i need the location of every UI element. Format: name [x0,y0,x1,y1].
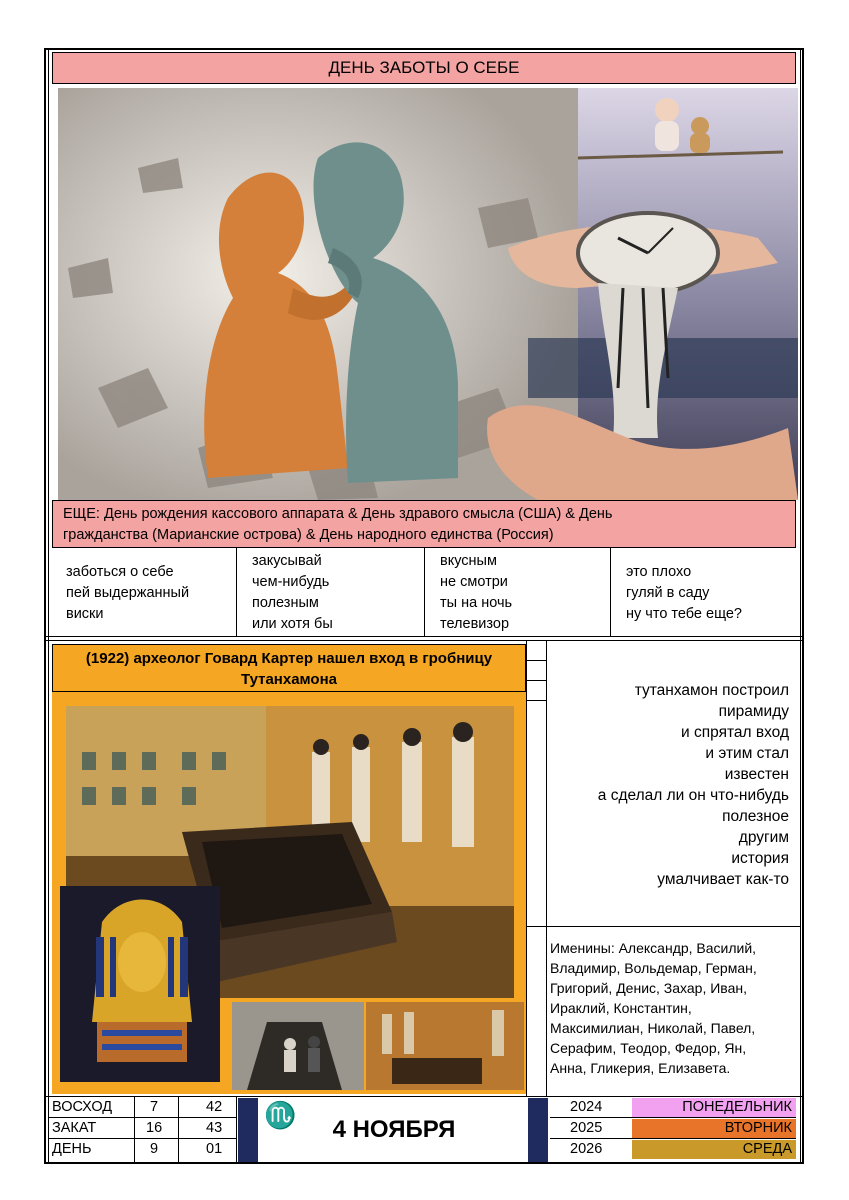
verse-part-3: вкусным не смотри ты на ночь телевизор [440,553,513,632]
daylength-minute: 01 [206,1141,223,1157]
sun-col-3 [236,1096,237,1164]
other-holidays-line-1: ЕЩЕ: День рождения кассового аппарата & День здравого смысла (США) & День [63,506,613,522]
day-title: ДЕНЬ ЗАБОТЫ О СЕБЕ [52,52,796,84]
sunset-hour: 16 [146,1120,163,1136]
year-row-2 [550,1138,796,1139]
year-2026: 2026 [570,1141,603,1157]
event-divider-a [526,640,527,1096]
other-holidays [52,500,796,548]
divider-2 [44,640,804,641]
year-2025: 2025 [570,1120,603,1136]
frame-inner-left [48,48,49,1164]
name-days: Именины: Александр, Василий, Владимир, Вольдемар, Герман, Григорий, Денис, Захар, Иван, Ираклий, Константин, Максимилиан, Николай, Павел, Серафим, Теодор, Федор, Ян, Анна, Гликерия, Елизавета. [550,940,757,1076]
daylength-label: ДЕНЬ [52,1141,92,1157]
sun-row-2 [48,1138,236,1139]
grid-tick-3 [526,700,546,701]
sun-col-2 [178,1096,179,1164]
grid-tick-1 [526,660,546,661]
poem-names-divider [526,926,800,927]
divider-3 [44,1096,804,1097]
other-holidays-line-2: гражданства (Марианские острова) & День народного единства (Россия) [63,527,554,543]
year-2024: 2024 [570,1099,603,1115]
verse-divider-2 [424,548,425,636]
sunset-minute: 43 [206,1120,223,1136]
verse-divider-1 [236,548,237,636]
scorpio-zodiac-icon: ♏ [264,1100,297,1130]
verse-divider-3 [610,548,611,636]
sun-row-1 [48,1117,236,1118]
tomb-photos [52,692,526,1094]
verse-part-1: заботься о себе пей выдержанный виски [66,564,190,622]
calendar-date: 4 НОЯБРЯ [332,1116,456,1143]
event-title: (1922) археолог Говард Картер нашел вход в гробницу Тутанхамона [52,644,526,692]
daylength-hour: 9 [150,1141,159,1157]
tomb-illustration [52,692,526,1094]
sun-col-1 [134,1096,135,1164]
sunset-label: ЗАКАТ [52,1120,97,1136]
weekday-2024: ПОНЕДЕЛЬНИК [632,1098,796,1117]
frame-inner-right [800,48,801,1164]
sunrise-hour: 7 [150,1099,159,1115]
poem: тутанхамон построил пирамиду и спрятал вход и этим стал известен а сделал ли он что-нибудь полезное другим история умалчивает как-то [597,682,789,888]
sunrise-minute: 42 [206,1099,223,1115]
verse-part-4: это плохо гуляй в саду ну что тебе еще? [626,564,742,622]
navy-block-right [528,1098,548,1162]
verse-part-2: закусывай чем-нибудь полезным или хотя бы [252,553,333,632]
weekday-2025: ВТОРНИК [632,1119,796,1138]
grid-tick-2 [526,680,546,681]
weekday-2026: СРЕДА [632,1140,796,1159]
event-divider-b [546,640,547,1096]
self-care-illustration [58,88,798,500]
self-care-image [58,88,798,500]
sunrise-label: ВОСХОД [52,1099,113,1115]
year-row-1 [550,1117,796,1118]
navy-block-left [238,1098,258,1162]
divider-1 [44,636,804,637]
